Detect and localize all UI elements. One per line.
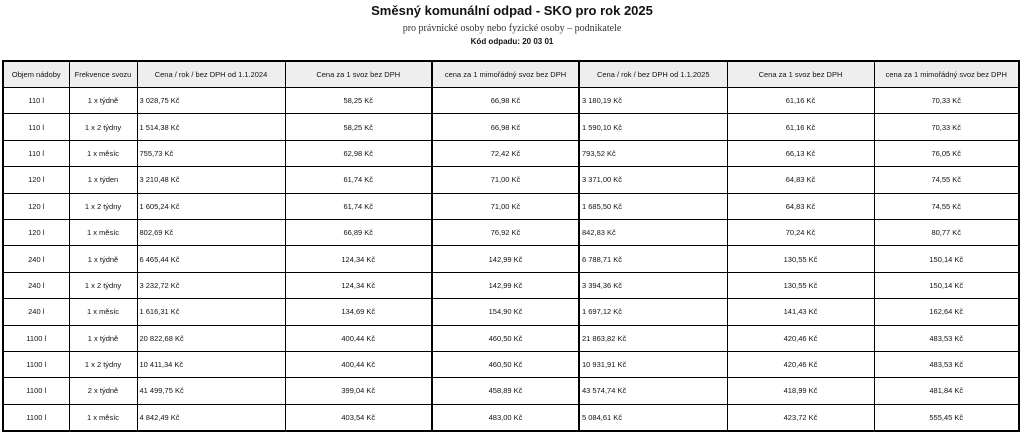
cell-volume: 1100 l [3,325,69,351]
table-row [3,246,1019,272]
cell-yearly-price-2025: 5 084,61 Kč [579,404,727,431]
cell-yearly-price-2025: 21 863,82 Kč [579,325,727,351]
cell-frequency: 1 x 2 týdny [69,351,137,377]
cell-yearly-price-2024: 20 822,68 Kč [137,325,285,351]
document-title: Směsný komunální odpad - SKO pro rok 2025 [371,3,653,18]
cell-pickup-price-2025: 420,46 Kč [727,351,874,377]
cell-pickup-price-2025: 418,99 Kč [727,378,874,404]
cell-yearly-price-2025: 842,83 Kč [579,219,727,245]
table-body [3,88,1019,432]
cell-pickup-price-2025: 61,16 Kč [727,88,874,114]
cell-pickup-price-2024: 61,74 Kč [285,193,432,219]
cell-extra-pickup-price-2024: 72,42 Kč [432,140,579,166]
cell-yearly-price-2024: 1 605,24 Kč [137,193,285,219]
cell-pickup-price-2025: 64,83 Kč [727,167,874,193]
cell-pickup-price-2025: 130,55 Kč [727,272,874,298]
cell-yearly-price-2024: 1 514,38 Kč [137,114,285,140]
cell-volume: 240 l [3,272,69,298]
cell-volume: 120 l [3,219,69,245]
header-pickup-price-2024: Cena za 1 svoz bez DPH [285,61,432,88]
cell-volume: 120 l [3,167,69,193]
cell-yearly-price-2025: 1 685,50 Kč [579,193,727,219]
cell-yearly-price-2025: 3 394,36 Kč [579,272,727,298]
price-table [2,60,1020,432]
cell-extra-pickup-price-2025: 74,55 Kč [874,193,1019,219]
cell-extra-pickup-price-2024: 66,98 Kč [432,88,579,114]
cell-extra-pickup-price-2024: 458,89 Kč [432,378,579,404]
cell-yearly-price-2025: 793,52 Kč [579,140,727,166]
cell-yearly-price-2024: 755,73 Kč [137,140,285,166]
cell-yearly-price-2025: 10 931,91 Kč [579,351,727,377]
cell-volume: 1100 l [3,404,69,431]
cell-pickup-price-2025: 141,43 Kč [727,299,874,325]
cell-frequency: 1 x měsíc [69,219,137,245]
cell-extra-pickup-price-2025: 80,77 Kč [874,219,1019,245]
header-extra-pickup-price-2025: cena za 1 mimořádný svoz bez DPH [874,61,1019,88]
cell-pickup-price-2024: 58,25 Kč [285,88,432,114]
cell-yearly-price-2024: 802,69 Kč [137,219,285,245]
header-yearly-price-2024: Cena / rok / bez DPH od 1.1.2024 [137,61,285,88]
cell-volume: 110 l [3,88,69,114]
cell-yearly-price-2025: 3 371,00 Kč [579,167,727,193]
cell-pickup-price-2025: 61,16 Kč [727,114,874,140]
cell-pickup-price-2024: 134,69 Kč [285,299,432,325]
cell-extra-pickup-price-2024: 142,99 Kč [432,246,579,272]
cell-pickup-price-2024: 66,89 Kč [285,219,432,245]
cell-extra-pickup-price-2025: 555,45 Kč [874,404,1019,431]
cell-pickup-price-2024: 399,04 Kč [285,378,432,404]
cell-extra-pickup-price-2024: 71,00 Kč [432,193,579,219]
cell-extra-pickup-price-2024: 460,50 Kč [432,325,579,351]
cell-extra-pickup-price-2024: 76,92 Kč [432,219,579,245]
cell-volume: 110 l [3,114,69,140]
table-row [3,272,1019,298]
cell-extra-pickup-price-2025: 76,05 Kč [874,140,1019,166]
cell-frequency: 1 x měsíc [69,404,137,431]
cell-frequency: 1 x 2 týdny [69,272,137,298]
cell-pickup-price-2024: 124,34 Kč [285,246,432,272]
cell-volume: 110 l [3,140,69,166]
cell-yearly-price-2024: 6 465,44 Kč [137,246,285,272]
cell-pickup-price-2024: 400,44 Kč [285,325,432,351]
cell-pickup-price-2025: 66,13 Kč [727,140,874,166]
table-row [3,114,1019,140]
header-yearly-price-2025: Cena / rok / bez DPH od 1.1.2025 [579,61,727,88]
cell-extra-pickup-price-2024: 142,99 Kč [432,272,579,298]
cell-pickup-price-2024: 403,54 Kč [285,404,432,431]
cell-pickup-price-2025: 70,24 Kč [727,219,874,245]
cell-frequency: 1 x měsíc [69,299,137,325]
cell-yearly-price-2025: 1 697,12 Kč [579,299,727,325]
cell-frequency: 1 x 2 týdny [69,193,137,219]
cell-extra-pickup-price-2024: 71,00 Kč [432,167,579,193]
cell-extra-pickup-price-2024: 154,90 Kč [432,299,579,325]
cell-volume: 240 l [3,299,69,325]
cell-yearly-price-2024: 1 616,31 Kč [137,299,285,325]
cell-pickup-price-2024: 400,44 Kč [285,351,432,377]
cell-extra-pickup-price-2025: 70,33 Kč [874,88,1019,114]
table-row [3,88,1019,114]
cell-frequency: 1 x týdně [69,325,137,351]
cell-extra-pickup-price-2025: 70,33 Kč [874,114,1019,140]
cell-volume: 1100 l [3,378,69,404]
cell-yearly-price-2025: 3 180,19 Kč [579,88,727,114]
cell-frequency: 2 x týdně [69,378,137,404]
table-row [3,325,1019,351]
cell-extra-pickup-price-2025: 150,14 Kč [874,246,1019,272]
cell-pickup-price-2024: 124,34 Kč [285,272,432,298]
cell-yearly-price-2025: 43 574,74 Kč [579,378,727,404]
table-row [3,404,1019,431]
cell-yearly-price-2025: 6 788,71 Kč [579,246,727,272]
cell-extra-pickup-price-2025: 150,14 Kč [874,272,1019,298]
cell-extra-pickup-price-2025: 481,84 Kč [874,378,1019,404]
table-row [3,140,1019,166]
header-extra-pickup-price-2024: cena za 1 mimořádný svoz bez DPH [432,61,579,88]
cell-frequency: 1 x týden [69,167,137,193]
header-pickup-price-2025: Cena za 1 svoz bez DPH [727,61,874,88]
cell-extra-pickup-price-2024: 460,50 Kč [432,351,579,377]
cell-volume: 240 l [3,246,69,272]
cell-yearly-price-2024: 3 210,48 Kč [137,167,285,193]
cell-pickup-price-2024: 62,98 Kč [285,140,432,166]
table-header-row [3,61,1019,88]
header-volume: Objem nádoby [3,61,69,88]
cell-extra-pickup-price-2024: 66,98 Kč [432,114,579,140]
table-row [3,299,1019,325]
header-frequency: Frekvence svozu [69,61,137,88]
cell-frequency: 1 x měsíc [69,140,137,166]
cell-yearly-price-2024: 10 411,34 Kč [137,351,285,377]
cell-pickup-price-2025: 420,46 Kč [727,325,874,351]
document-subtitle: pro právnické osoby nebo fyzické osoby – podnikatele [402,23,622,34]
cell-pickup-price-2025: 64,83 Kč [727,193,874,219]
cell-extra-pickup-price-2024: 483,00 Kč [432,404,579,431]
cell-pickup-price-2024: 58,25 Kč [285,114,432,140]
cell-pickup-price-2024: 61,74 Kč [285,167,432,193]
cell-volume: 120 l [3,193,69,219]
cell-extra-pickup-price-2025: 74,55 Kč [874,167,1019,193]
table-row [3,219,1019,245]
cell-volume: 1100 l [3,351,69,377]
waste-code: Kód odpadu: 20 03 01 [470,37,554,46]
cell-frequency: 1 x 2 týdny [69,114,137,140]
cell-extra-pickup-price-2025: 162,64 Kč [874,299,1019,325]
cell-extra-pickup-price-2025: 483,53 Kč [874,325,1019,351]
cell-frequency: 1 x týdně [69,88,137,114]
table-row [3,378,1019,404]
cell-yearly-price-2024: 4 842,49 Kč [137,404,285,431]
cell-frequency: 1 x týdně [69,246,137,272]
cell-yearly-price-2025: 1 590,10 Kč [579,114,727,140]
cell-yearly-price-2024: 3 028,75 Kč [137,88,285,114]
table-row [3,193,1019,219]
cell-yearly-price-2024: 3 232,72 Kč [137,272,285,298]
table-row [3,167,1019,193]
cell-extra-pickup-price-2025: 483,53 Kč [874,351,1019,377]
cell-pickup-price-2025: 130,55 Kč [727,246,874,272]
cell-yearly-price-2024: 41 499,75 Kč [137,378,285,404]
table-row [3,351,1019,377]
cell-pickup-price-2025: 423,72 Kč [727,404,874,431]
